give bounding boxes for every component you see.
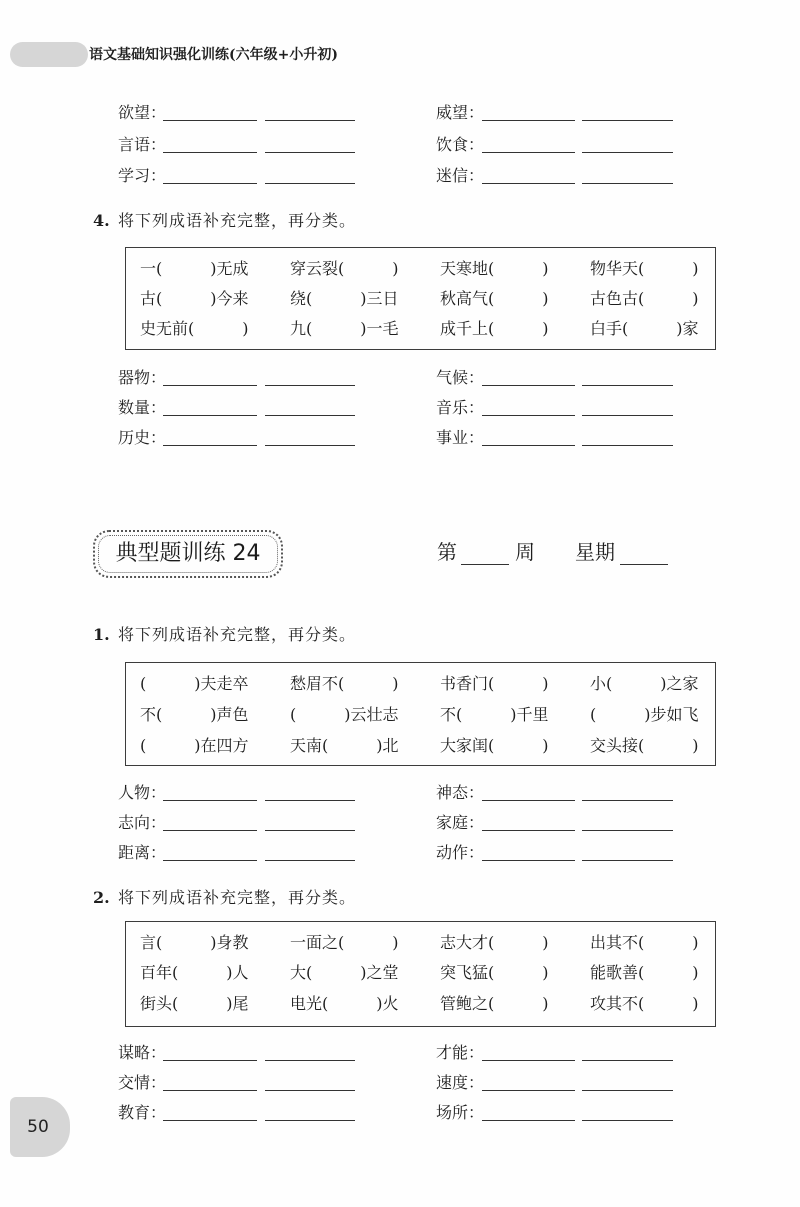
idiom-item: 天寒地( ) (440, 259, 549, 278)
idiom-item: 志大才( ) (440, 933, 549, 952)
idiom-item: 书香门( ) (440, 674, 549, 693)
idiom-item: 交头接( ) (590, 736, 699, 755)
idiom-item: 街头( )尾 (140, 994, 249, 1013)
question-prompt: 将下列成语补充完整，再分类。 (118, 211, 357, 230)
answer-blank (265, 1072, 355, 1091)
idiom-item: 百年( )人 (140, 963, 249, 982)
category-label-right: 才能： (436, 1043, 485, 1062)
question-prompt: 将下列成语补充完整，再分类。 (118, 888, 357, 907)
answer-blank (482, 165, 575, 184)
answer-blank (163, 134, 257, 153)
answer-blank (582, 165, 673, 184)
answer-blank (582, 102, 673, 121)
week-blank (461, 538, 509, 565)
idiom-item: 大家闺( ) (440, 736, 549, 755)
category-label-left: 谋略： (118, 1043, 167, 1062)
category-row (118, 1042, 678, 1064)
idiom-item: 突飞猛( ) (440, 963, 549, 982)
idiom-item: 成千上( ) (440, 319, 549, 338)
answer-blank (582, 134, 673, 153)
section-title: 典型题训练 24 (115, 541, 261, 566)
category-label-left: 学习： (118, 166, 167, 185)
category-label-right: 家庭： (436, 813, 485, 832)
category-row (118, 102, 678, 124)
idiom-item: 小( )之家 (590, 674, 699, 693)
answer-blank (265, 427, 355, 446)
category-row (118, 842, 678, 864)
answer-blank (163, 427, 257, 446)
section-title-box (93, 530, 283, 578)
idiom-item: 物华天( ) (590, 259, 699, 278)
idiom-item: ( )云壮志 (290, 705, 399, 724)
idiom-item: 言( )身教 (140, 933, 249, 952)
answer-blank (482, 1042, 575, 1061)
idiom-item: 大( )之堂 (290, 963, 399, 982)
category-label-right: 气候： (436, 368, 485, 387)
category-label-left: 人物： (118, 783, 167, 802)
answer-blank (582, 842, 673, 861)
answer-blank (265, 367, 355, 386)
answer-blank (265, 1102, 355, 1121)
idiom-item: 秋高气( ) (440, 289, 549, 308)
category-row (118, 1072, 678, 1094)
category-label-right: 动作： (436, 843, 485, 862)
answer-blank (582, 812, 673, 831)
answer-blank (482, 102, 575, 121)
answer-blank (482, 812, 575, 831)
answer-blank (163, 1072, 257, 1091)
answer-blank (582, 1072, 673, 1091)
category-row (118, 1102, 678, 1124)
answer-blank (582, 1102, 673, 1121)
category-row (118, 134, 678, 156)
idiom-item: 穿云裂( ) (290, 259, 399, 278)
category-row (118, 782, 678, 804)
category-row (118, 427, 678, 449)
idiom-item: 不( )声色 (140, 705, 249, 724)
answer-blank (163, 1042, 257, 1061)
category-label-left: 欲望： (118, 103, 167, 122)
answer-blank (482, 134, 575, 153)
idiom-item: 愁眉不( ) (290, 674, 399, 693)
answer-blank (582, 782, 673, 801)
answer-blank (482, 427, 575, 446)
answer-blank (265, 782, 355, 801)
idiom-box (125, 247, 716, 350)
answer-blank (265, 842, 355, 861)
category-label-right: 饮食： (436, 135, 485, 154)
answer-blank (163, 842, 257, 861)
question-number: 2. (93, 888, 110, 907)
answer-blank (482, 842, 575, 861)
answer-blank (163, 1102, 257, 1121)
idiom-item: 天南( )北 (290, 736, 399, 755)
answer-blank (163, 102, 257, 121)
idiom-item: 绕( )三日 (290, 289, 399, 308)
idiom-item: 史无前( ) (140, 319, 249, 338)
category-label-right: 威望： (436, 103, 485, 122)
weekday-blank (620, 538, 668, 565)
answer-blank (163, 782, 257, 801)
question-number: 4. (93, 211, 110, 230)
idiom-item: 出其不( ) (590, 933, 699, 952)
answer-blank (582, 427, 673, 446)
idiom-item: 一面之( ) (290, 933, 399, 952)
idiom-item: 九( )一毛 (290, 319, 399, 338)
category-label-right: 事业： (436, 428, 485, 447)
category-label-left: 距离： (118, 843, 167, 862)
idiom-item: ( )夫走卒 (140, 674, 249, 693)
category-label-right: 速度： (436, 1073, 485, 1092)
answer-blank (482, 1102, 575, 1121)
category-label-left: 交情： (118, 1073, 167, 1092)
idiom-box (125, 662, 716, 766)
category-label-left: 言语： (118, 135, 167, 154)
answer-blank (482, 367, 575, 386)
category-label-right: 音乐： (436, 398, 485, 417)
answer-blank (582, 1042, 673, 1061)
idiom-item: 电光( )火 (290, 994, 399, 1013)
answer-blank (582, 367, 673, 386)
idiom-item: ( )步如飞 (590, 705, 699, 724)
category-label-right: 神态： (436, 783, 485, 802)
idiom-item: 古色古( ) (590, 289, 699, 308)
page-number: 50 (27, 1117, 49, 1137)
category-label-left: 数量： (118, 398, 167, 417)
category-row (118, 812, 678, 834)
category-row (118, 397, 678, 419)
category-label-left: 历史： (118, 428, 167, 447)
answer-blank (163, 397, 257, 416)
answer-blank (482, 397, 575, 416)
header-tab (10, 42, 88, 67)
idiom-item: 白手( )家 (590, 319, 699, 338)
question-prompt: 将下列成语补充完整，再分类。 (118, 625, 357, 644)
idiom-item: 不( )千里 (440, 705, 549, 724)
answer-blank (163, 812, 257, 831)
answer-blank (265, 102, 355, 121)
idiom-item: 一( )无成 (140, 259, 249, 278)
answer-blank (265, 397, 355, 416)
answer-blank (265, 812, 355, 831)
idiom-item: 能歌善( ) (590, 963, 699, 982)
answer-blank (265, 1042, 355, 1061)
category-label-right: 迷信： (436, 166, 485, 185)
weekday-label: 星期 (575, 540, 615, 564)
answer-blank (163, 367, 257, 386)
category-label-left: 志向： (118, 813, 167, 832)
category-row (118, 367, 678, 389)
answer-blank (265, 165, 355, 184)
category-label-left: 器物： (118, 368, 167, 387)
week-prefix: 第 (437, 540, 457, 564)
week-suffix: 周 (515, 540, 535, 564)
category-row (118, 165, 678, 187)
answer-blank (482, 1072, 575, 1091)
answer-blank (482, 782, 575, 801)
idiom-item: 攻其不( ) (590, 994, 699, 1013)
category-label-right: 场所： (436, 1103, 485, 1122)
book-title: 语文基础知识强化训练(六年级+小升初) (89, 47, 338, 63)
idiom-item: 古( )今来 (140, 289, 249, 308)
question-number: 1. (93, 625, 110, 644)
idiom-item: ( )在四方 (140, 736, 249, 755)
answer-blank (163, 165, 257, 184)
category-label-left: 教育： (118, 1103, 167, 1122)
idiom-box (125, 921, 716, 1027)
answer-blank (582, 397, 673, 416)
answer-blank (265, 134, 355, 153)
idiom-item: 管鲍之( ) (440, 994, 549, 1013)
